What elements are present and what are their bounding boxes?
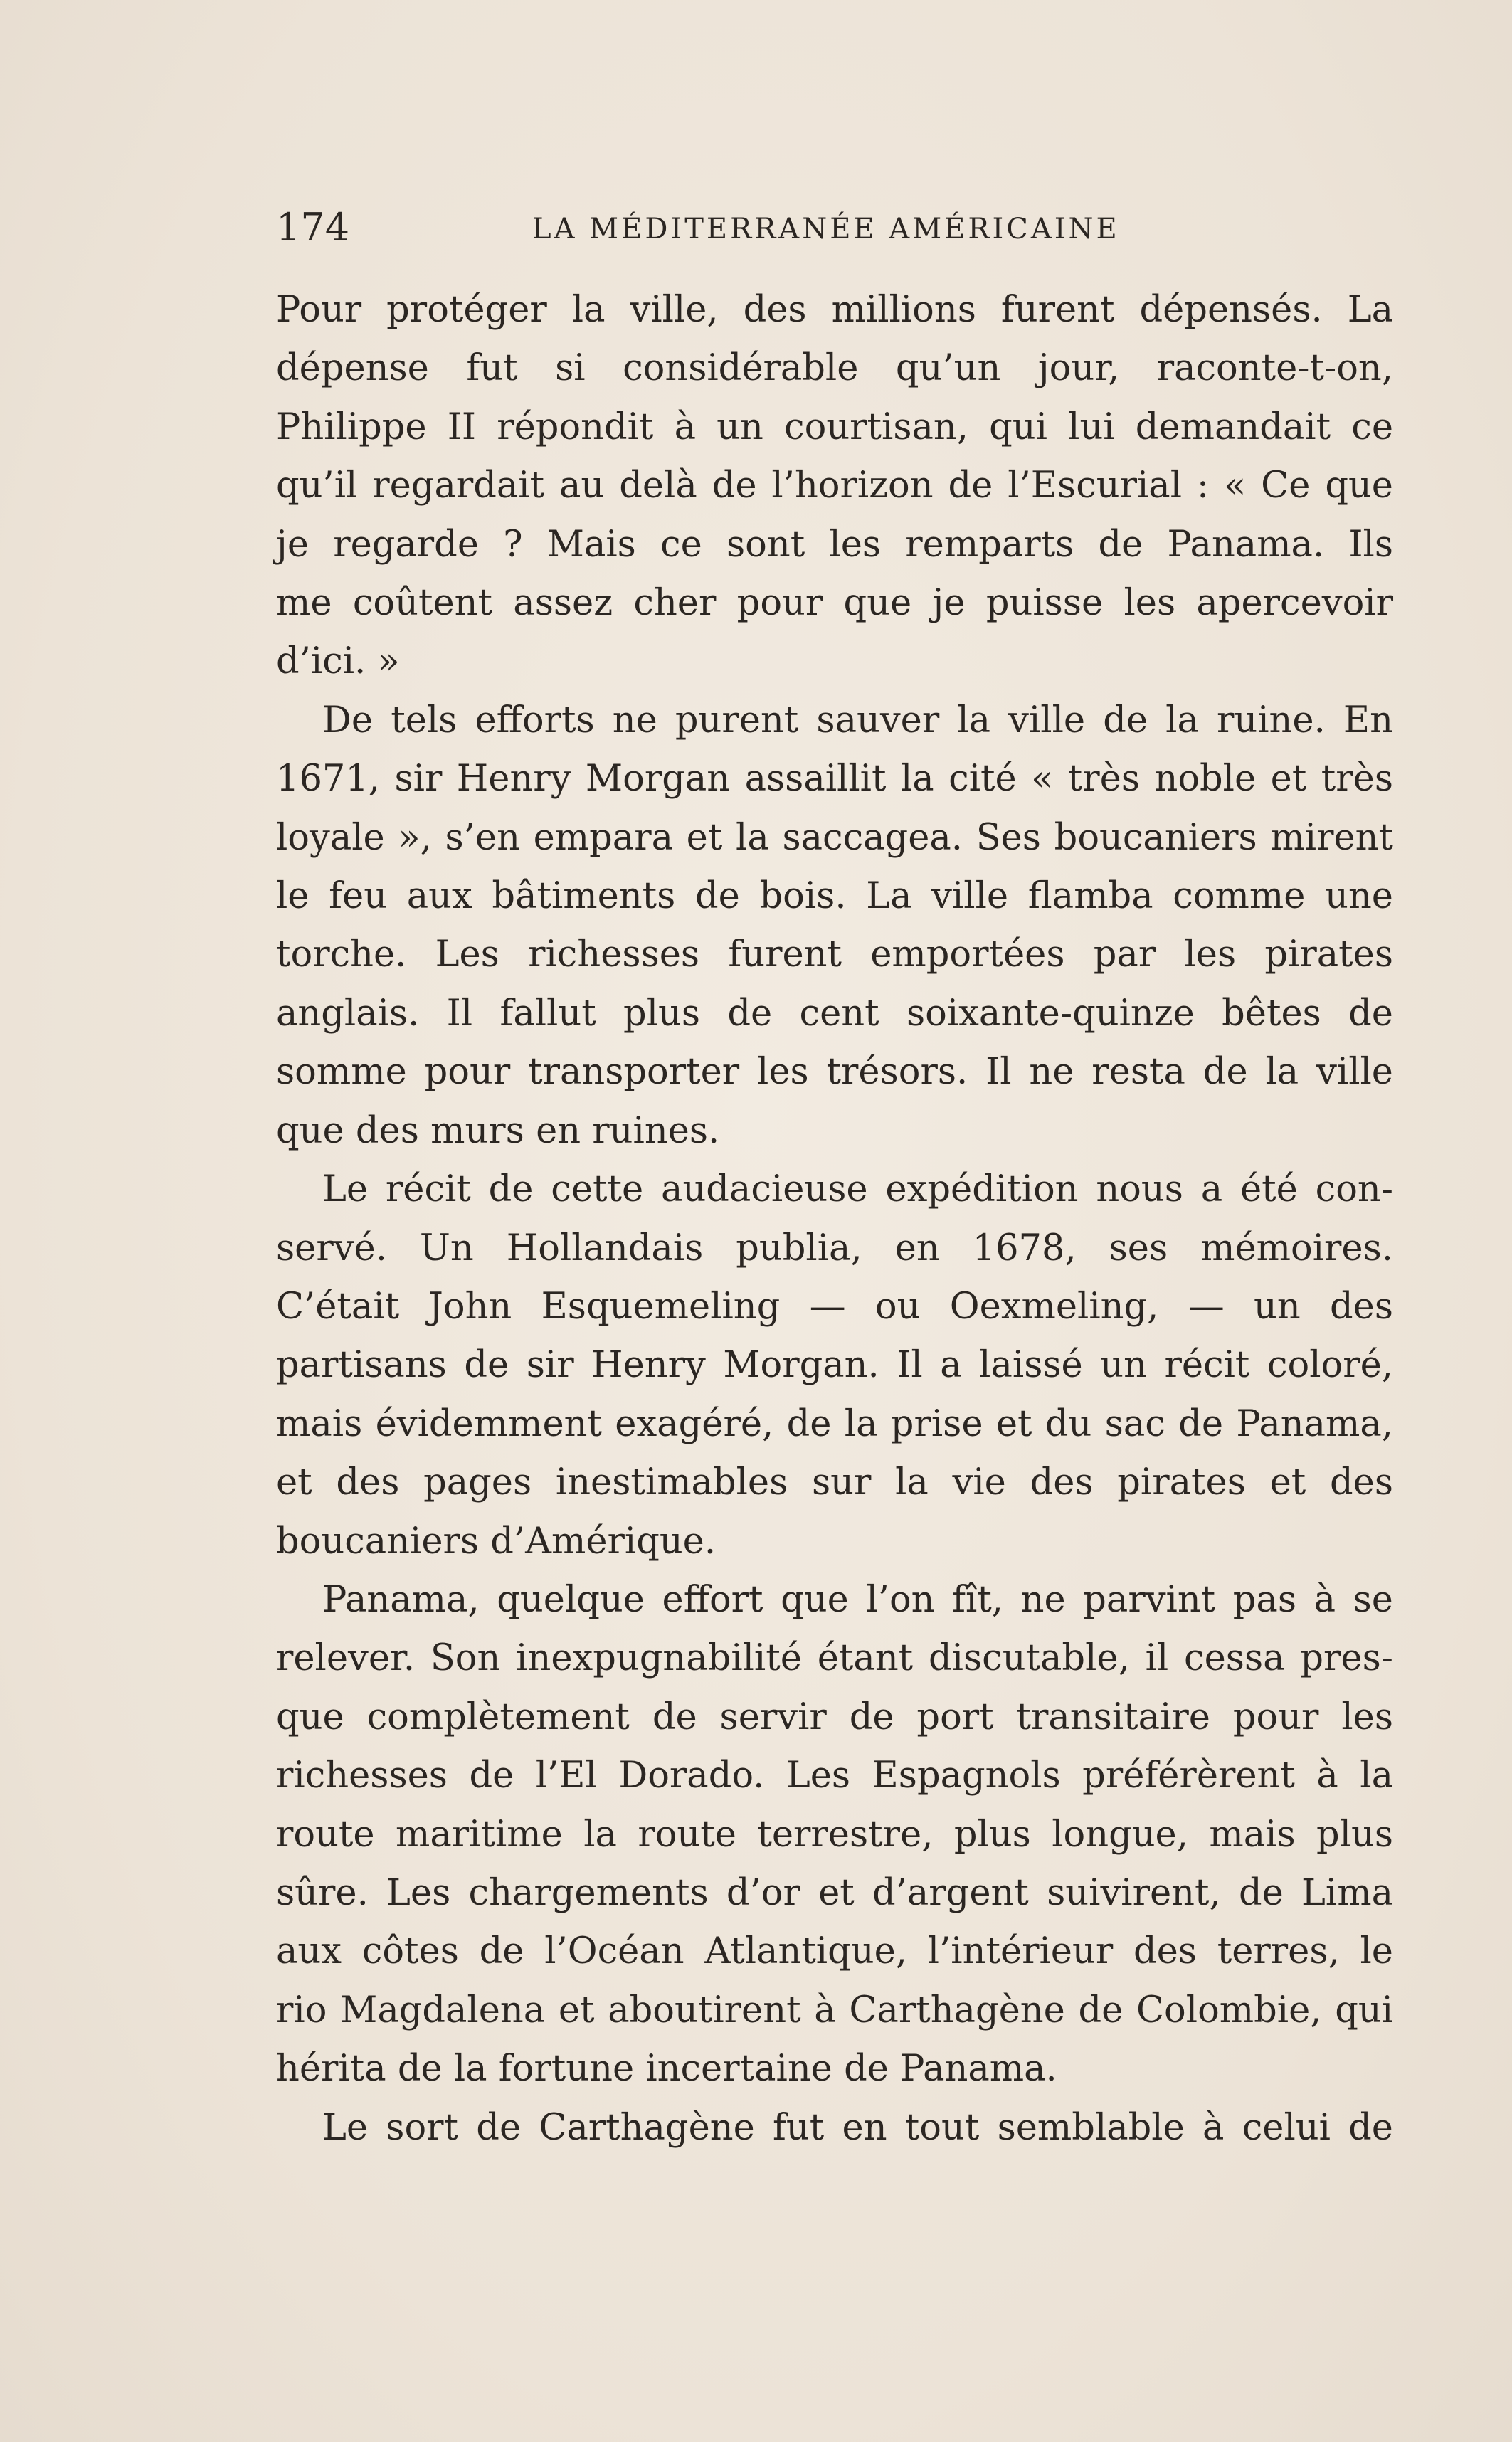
text-line: servé. Un Hollandais publia, en 1678, ses mémoires.: [276, 1227, 1393, 1269]
text-line: et des pages inestimables sur la vie des pirates et des: [276, 1462, 1393, 1504]
text-line: relever. Son inexpugnabilité étant discutable, il cessa pres-: [276, 1637, 1393, 1680]
text-line: Pour protéger la ville, des millions furent dépensés. La: [276, 289, 1393, 331]
text-line: me coûtent assez cher pour que je puisse les apercevoir: [276, 582, 1393, 625]
text-line: je regarde ? Mais ce sont les remparts de Panama. Ils: [276, 523, 1393, 566]
text-line: partisans de sir Henry Morgan. Il a laissé un récit coloré,: [276, 1344, 1393, 1387]
body-text: [276, 281, 1393, 2157]
page-number: 174: [276, 205, 350, 250]
text-line: Le récit de cette audacieuse expédition nous a été con-: [322, 1168, 1393, 1211]
text-line: somme pour transporter les trésors. Il ne resta de la ville: [276, 1051, 1393, 1094]
text-line: que complètement de servir de port transitaire pour les: [276, 1696, 1393, 1738]
text-line: sûre. Les chargements d’or et d’argent suivirent, de Lima: [276, 1871, 1393, 1914]
text-line: torche. Les richesses furent emportées par les pirates: [276, 934, 1393, 976]
text-line: Le sort de Carthagène fut en tout semblable à celui de: [322, 2106, 1393, 2149]
text-line: loyale », s’en empara et la saccagea. Ses boucaniers mirent: [276, 816, 1393, 859]
paragraph: [276, 1571, 1393, 2099]
text-line: route maritime la route terrestre, plus longue, mais plus: [276, 1813, 1393, 1856]
paragraph: [276, 2099, 1393, 2157]
text-line: 1671, sir Henry Morgan assaillit la cité « très noble et très: [276, 758, 1393, 800]
paragraph: [276, 1161, 1393, 1571]
text-line: qu’il regardait au delà de l’horizon de l’Escurial : « Ce que: [276, 465, 1393, 507]
running-title: LA MÉDITERRANÉE AMÉRICAINE: [532, 213, 1120, 245]
text-line: Philippe II répondit à un courtisan, qui lui demandait ce: [276, 406, 1393, 448]
text-line: que des murs en ruines.: [276, 1109, 720, 1152]
text-line: anglais. Il fallut plus de cent soixante-quinze bêtes de: [276, 992, 1393, 1035]
paragraph: [276, 692, 1393, 1161]
text-line: aux côtes de l’Océan Atlantique, l’intérieur des terres, le: [276, 1930, 1393, 1973]
text-line: De tels efforts ne purent sauver la ville de la ruine. En: [322, 699, 1393, 741]
paragraph: [276, 281, 1393, 692]
text-line: Panama, quelque effort que l’on fît, ne parvint pas à se: [322, 1578, 1393, 1621]
text-line: dépense fut si considérable qu’un jour, raconte-t-on,: [276, 347, 1393, 390]
text-line: rio Magdalena et aboutirent à Carthagène de Colombie, qui: [276, 1989, 1393, 2031]
text-line: C’était John Esquemeling — ou Oexmeling, — un des: [276, 1285, 1393, 1328]
text-line: mais évidemment exagéré, de la prise et du sac de Panama,: [276, 1402, 1393, 1445]
text-line: d’ici. »: [276, 640, 400, 683]
text-line: hérita de la fortune incertaine de Panama.: [276, 2048, 1057, 2090]
text-line: le feu aux bâtiments de bois. La ville flamba comme une: [276, 875, 1393, 918]
text-line: richesses de l’El Dorado. Les Espagnols préférèrent à la: [276, 1755, 1393, 1797]
text-line: boucaniers d’Amérique.: [276, 1520, 717, 1563]
running-head: [276, 199, 1393, 256]
